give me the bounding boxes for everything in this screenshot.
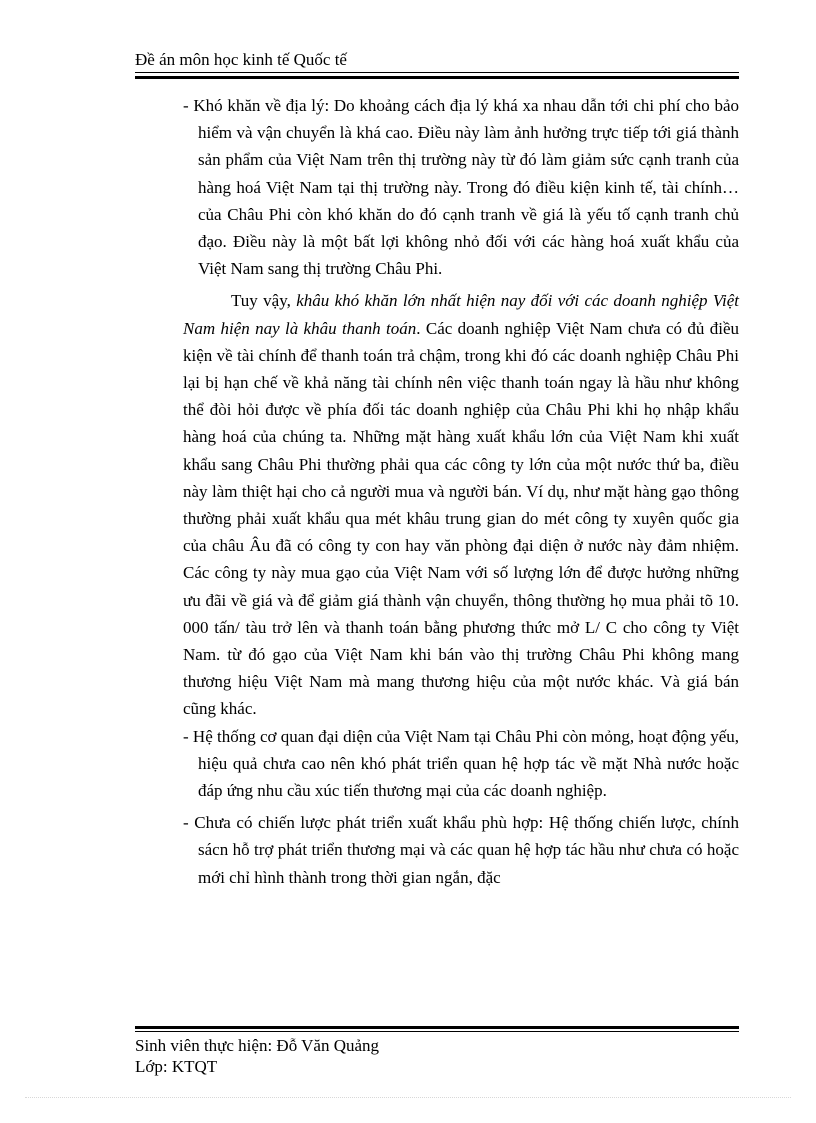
bullet-geography-difficulty: - Khó khăn về địa lý: Do khoảng cách địa lý khá xa nhau dẫn tới chi phí cho bảo hiểm và vận chuyển là khá cao. Điều này làm ảnh hưởng trực tiếp tới giá thành sản phẩm của Việt Nam trên thị trường này từ đó làm giảm sức cạnh tranh của hàng hoá Việt Nam tại thị trường này. Trong đó điều kiện kinh tế, tài chính… của Châu Phi còn khó khăn do đó cạnh tranh về giá là yếu tố cạnh tranh chủ đạo. Điều này là một bất lợi không nhỏ đối với các hàng hoá xuất khẩu của Việt Nam sang thị trường Châu Phi. (183, 96, 739, 279)
footer-class-label: Lớp: KTQT (135, 1057, 218, 1076)
payment-italic-emphasis: khâu khó khăn lớn nhất hiện nay đối với các doanh nghiệp Việt Nam hiện nay là khâu thanh toán (183, 291, 739, 338)
bullet-export-strategy: - Chưa có chiến lược phát triển xuất khẩu phù hợp: Hệ thống chiến lược, chính sácn hỗ trợ phát triển thương mại và các quan hệ hợp tác hầu như chưa có hoặc mới chỉ hình thành trong thời gian ngắn, đặc (183, 813, 739, 887)
footer-student-name: Sinh viên thực hiện: Đỗ Văn Quảng (135, 1036, 380, 1055)
bullet-representation-system: - Hệ thống cơ quan đại diện của Việt Nam tại Châu Phi còn mỏng, hoạt động yếu, hiệu quả chưa cao nên khó phát triển quan hệ hợp tác về mặt Nhà nước hoặc đáp ứng nhu cầu xúc tiến thương mại của các doanh nghiệp. (183, 726, 739, 801)
page-bottom-edge (25, 1097, 791, 1098)
header-divider (135, 72, 739, 79)
paragraph-payment-difficulty (183, 287, 739, 722)
page-body (183, 92, 739, 891)
footer-divider (135, 1026, 739, 1032)
payment-body-text: . Các doanh nghiệp Việt Nam chưa có đủ điều kiện về tài chính để thanh toán trả chậm, trong khi đó các doanh nghiệp Châu Phi lại bị hạn chế về khả năng tài chính nên việc thanh toán ngay là hầu như không thể đòi hỏi được về phía đối tác doanh nghiệp của Châu Phi khi họ nhập khẩu hàng hoá của chúng ta. Những mặt hàng xuất khẩu lớn của Việt Nam khi xuất khẩu sang Châu Phi thường phải qua các công ty lớn của một nước thứ ba, điều này làm thiệt hại cho cả người mua và người bán. Ví dụ, như mặt hàng gạo thông thường phải xuất khẩu qua mét khâu trung gian do mét công ty xuyên quốc gia của châu Âu đã có công ty con hay văn phòng đại diện ở nước này đảm nhiệm. Các công ty này mua gạo của Việt Nam với số lượng lớn để được hưởng những ưu đãi về giá và để giảm giá thành vận chuyển, thông thường họ mua phải tõ 10. 000 tấn/ tàu trở lên và thanh toán bằng phương thức mở L/ C cho công ty Việt Nam. từ đó gạo của Việt Nam khi bán vào thị trường Châu Phi không mang thương hiệu Việt Nam mà mang thương hiệu của một nước khác. Và giá bán cũng khác. (183, 318, 739, 719)
page-header-title: Đề án môn học kinh tế Quốc tế (135, 50, 347, 69)
payment-lead-text: Tuy vậy, (231, 291, 297, 311)
